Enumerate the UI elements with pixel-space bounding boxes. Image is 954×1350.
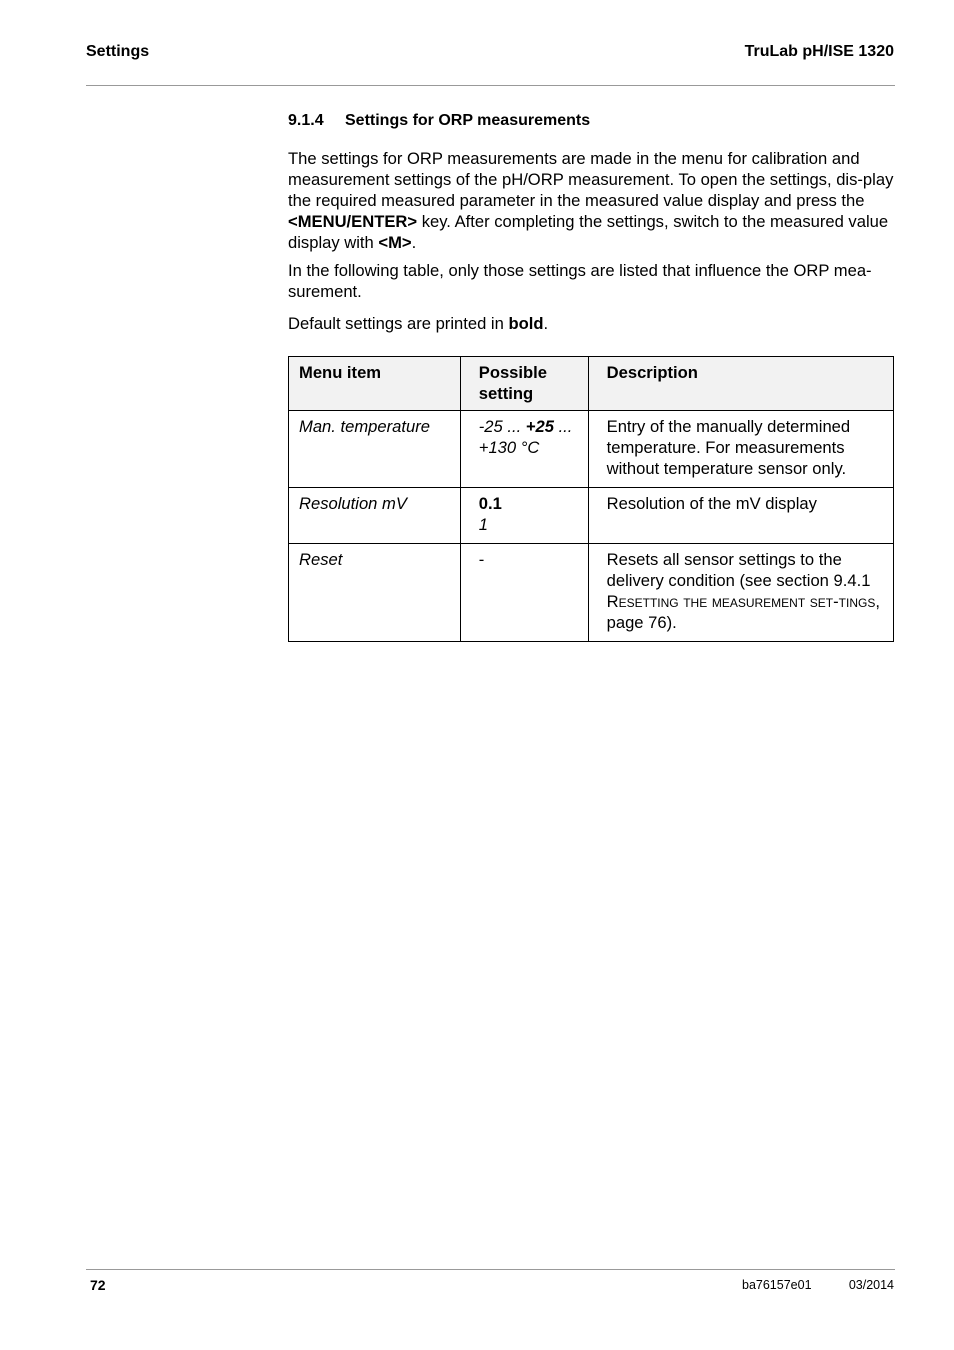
description-text-1: Resets all sensor settings to the delivery condition (see section 9.4.1 — [606, 550, 871, 590]
header-product: TruLab pH/ISE 1320 — [744, 43, 894, 60]
menu-enter-key: <MENU/ENTER> — [288, 212, 418, 231]
header-possible-setting — [460, 357, 588, 411]
setting-range-mid: ... — [553, 417, 573, 436]
default-note-bold: bold — [508, 314, 544, 333]
description-cell: Resolution of the mV display — [588, 488, 893, 544]
table-note-paragraph: In the following table, only those settings are listed that influence the ORP mea-surement. — [288, 261, 872, 301]
setting-cell — [460, 411, 588, 488]
document-id: ba76157e01 — [742, 1278, 812, 1292]
section-title: Settings for ORP measurements — [345, 112, 591, 129]
document-date: 03/2014 — [848, 1278, 894, 1292]
description-cell — [588, 544, 893, 642]
section-reference: Resetting the measurement set-tings — [606, 592, 876, 611]
m-key: <M> — [378, 233, 412, 252]
menu-item-cell: Resolution mV — [289, 488, 461, 544]
header-possible-setting-line2: setting — [478, 384, 534, 403]
orp-settings-table — [288, 356, 894, 642]
menu-item-cell: Reset — [289, 544, 461, 642]
section-heading — [288, 112, 590, 130]
description-text-2: , page 76). — [606, 592, 880, 632]
header-divider — [86, 85, 895, 86]
table-row — [289, 544, 894, 642]
page-number: 72 — [90, 1277, 106, 1293]
intro-text-3: . — [411, 233, 417, 252]
description-cell: Entry of the manually determined temperature. For measurements without temperature sensor only. — [588, 411, 893, 488]
header-menu-item: Menu item — [289, 357, 461, 411]
header-chapter: Settings — [86, 43, 150, 60]
intro-text-2: key. After completing the settings, switch to the measured value display with — [288, 212, 889, 252]
footer-divider — [86, 1269, 895, 1270]
setting-default: +25 — [525, 417, 554, 436]
intro-text-1: The settings for ORP measurements are made in the menu for calibration and measurement settings of the pH/ORP measurement. To open the settings, dis-play the required measured parameter in the measured value display and press the — [288, 149, 894, 210]
setting-range-end: +130 °C — [478, 438, 540, 457]
table-header-row — [289, 357, 894, 411]
table-row — [289, 488, 894, 544]
default-note-text-2: . — [543, 314, 549, 333]
table-row — [289, 411, 894, 488]
setting-cell: - — [460, 544, 588, 642]
default-note-text-1: Default settings are printed in — [288, 314, 509, 333]
setting-default: 0.1 — [478, 494, 502, 513]
section-number: 9.1.4 — [288, 112, 324, 129]
menu-item-cell: Man. temperature — [289, 411, 461, 488]
intro-paragraph — [288, 148, 895, 253]
setting-range-start: -25 ... — [478, 417, 526, 436]
header-description: Description — [588, 357, 893, 411]
setting-option: 1 — [478, 515, 488, 534]
setting-cell — [460, 488, 588, 544]
header-possible-setting-line1: Possible — [478, 363, 547, 382]
default-note-paragraph — [288, 313, 895, 334]
